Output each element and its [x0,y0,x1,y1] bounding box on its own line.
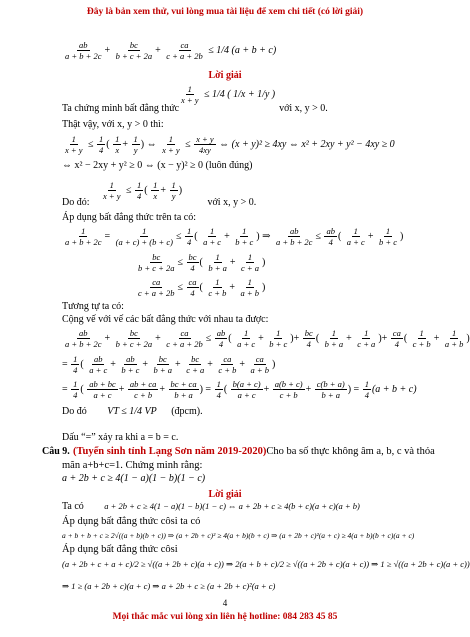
page-number: 4 [222,598,228,608]
sol-6: ⇒ 1 ≥ (a + 2b + c)(a + c) ⇒ a + 2b + c ≥ (a + 2b + c)²(a + c) [62,581,276,591]
apply-lemma: Áp dụng bất đẳng thức trên ta có: [62,212,196,223]
proof-step-1: $\frac{1}{x + y}$ ≤ $\frac{1}{4}$ ( $\frac{1}{x}$ + $\frac{1}{y}$ ) ⇔ $\frac{1}{x + y}$ ≤ $\frac{x + y}{4xy}$ ⇔ (x + y)² ≥ 4xy ⇔ x² + 2xy + y² − 4xy ≥ 0 [65,134,395,155]
sum-step-3: = $\frac{1}{4}$ ( $\frac{ab + bc}{a + c}$ + $\frac{ab + ca}{c + b}$ + $\frac{bc + ca}{b + a}$ ) = $\frac{1}{4}$ ( $\frac{b(a + c)}{a + c}$ + $\frac{a(b + c)}{c + b}$ + $\frac{c(b + a)}{b + a}$ ) = $\frac{1}{4}$ (a + b + c) [62,379,417,400]
do-do: Do đó VT ≤ 1/4 VP (đpcm). [62,406,203,417]
question-9-inequality: a + 2b + c ≥ 4(1 − a)(1 − b)(1 − c) [62,473,206,484]
preview-header: Đây là bản xem thử, vui lòng mua tài liệu để xem chi tiết (có lời giải) [86,7,364,17]
intro-line: Ta chứng minh bất đẳng thức với x, y > 0. [62,103,328,114]
question-9-text-2: mãn a+b+c=1. Chứng minh rằng: [62,460,203,471]
sol-2: Áp dụng bất đẳng thức côsi ta có [62,516,201,527]
apply-step: $\frac{1}{a + b + 2c}$ = $\frac{1}{(a + c) + (b + c)}$ ≤ $\frac{1}{4}$ ( $\frac{1}{a + c}$ + $\frac{1}{b + c}$ ) ⇒ $\frac{ab}{a + b + 2c}$ ≤ $\frac{ab}{4}$ ( $\frac{1}{a + c}$ + $\frac{1}{b + c}$ ) [65,226,404,247]
proof-start: Thật vậy, với x, y > 0 thì: [62,119,164,130]
add-sides: Cộng vế với vế các bất đẳng thức với nhau ta được: [62,314,269,325]
sol-3: a + b + b + c ≥ 2√((a + b)(b + c)) ⇒ (a + 2b + c)² ≥ 4(a + b)(b + c) ⇒ (a + 2b + c)²(a + c) ≥ 4(a + b)(b + c)(a + c) [62,531,415,540]
sum-step-1: $\frac{ab}{a + b + 2c}$ + $\frac{bc}{b + c + 2a}$ + $\frac{ca}{c + a + 2b}$ ≤ $\frac{ab}{4}$ ( $\frac{1}{a + c}$ + $\frac{1}{b + c}$ )+ $\frac{bc}{4}$ ( $\frac{1}{b + a}$ + $\frac{1}{c + a}$ )+ $\frac{ca}{4}$ ( $\frac{1}{c + b}$ + $\frac{1}{a + b}$ ) [65,328,470,349]
equality-case: Dấu “=” xảy ra khi a = b = c. [62,432,179,443]
lemma-repeat: $\frac{1}{x + y}$ ≤ $\frac{1}{4}$ ( $\frac{1}{x}$ + $\frac{1}{y}$ ) [103,180,183,201]
similar-2: $\frac{ca}{c + a + 2b}$ ≤ $\frac{ca}{4}$ ( $\frac{1}{c + b}$ + $\frac{1}{a + b}$ ) [138,277,266,298]
loi-giai-heading-2: Lời giải [208,489,242,500]
proof-step-2: ⇔ x² − 2xy + y² ≥ 0 ⇔ (x − y)² ≥ 0 (luôn đúng) [62,160,253,171]
conclusion-lemma: Do đó: với x, y > 0. [62,197,257,208]
sol-5: (a + 2b + c + a + c)/2 ≥ √((a + 2b + c)(a + c)) ⇒ 2(a + b + c)/2 ≥ √((a + 2b + c)(a + c)) ⇒ 1 ≥ √((a + 2b + c)(a + c)) [62,559,470,569]
sol-1: Ta có a + 2b + c ≥ 4(1 − a)(1 − b)(1 − c) ⇔ a + 2b + c ≥ 4(b + c)(a + c)(a + b) [62,501,360,512]
sum-step-2: = $\frac{1}{4}$ ( $\frac{ab}{a + c}$ + $\frac{ab}{b + c}$ + $\frac{bc}{b + a}$ + $\frac{bc}{c + a}$ + $\frac{ca}{c + b}$ + $\frac{ca}{a + b}$ ) [62,354,276,375]
top-inequality: $\frac{ab}{a + b + 2c}$ + $\frac{bc}{b + c + 2a}$ + $\frac{ca}{c + a + 2b}$ ≤ 1/4 (a + b + c) [65,40,277,61]
loi-giai-heading-1: Lời giải [208,70,242,81]
lemma: $\frac{1}{x + y}$ ≤ 1/4 ( 1/x + 1/y ) [181,84,276,105]
question-9-text: (Tuyển sinh tỉnh Lạng Sơn năm 2019-2020)Cho ba số thực không âm a, b, c và thỏa [73,446,435,457]
hotline-footer: Mọi thắc mắc vui lòng xin liên hệ hotline: 084 283 45 85 [112,612,338,622]
question-9: Câu 9. [42,446,70,457]
tuong-tu: Tương tự ta có: [62,301,124,312]
similar-1: $\frac{bc}{b + c + 2a}$ ≤ $\frac{bc}{4}$ ( $\frac{1}{b + a}$ + $\frac{1}{c + a}$ ) [138,252,266,273]
sol-4: Áp dụng bất đẳng thức côsi [62,544,178,555]
